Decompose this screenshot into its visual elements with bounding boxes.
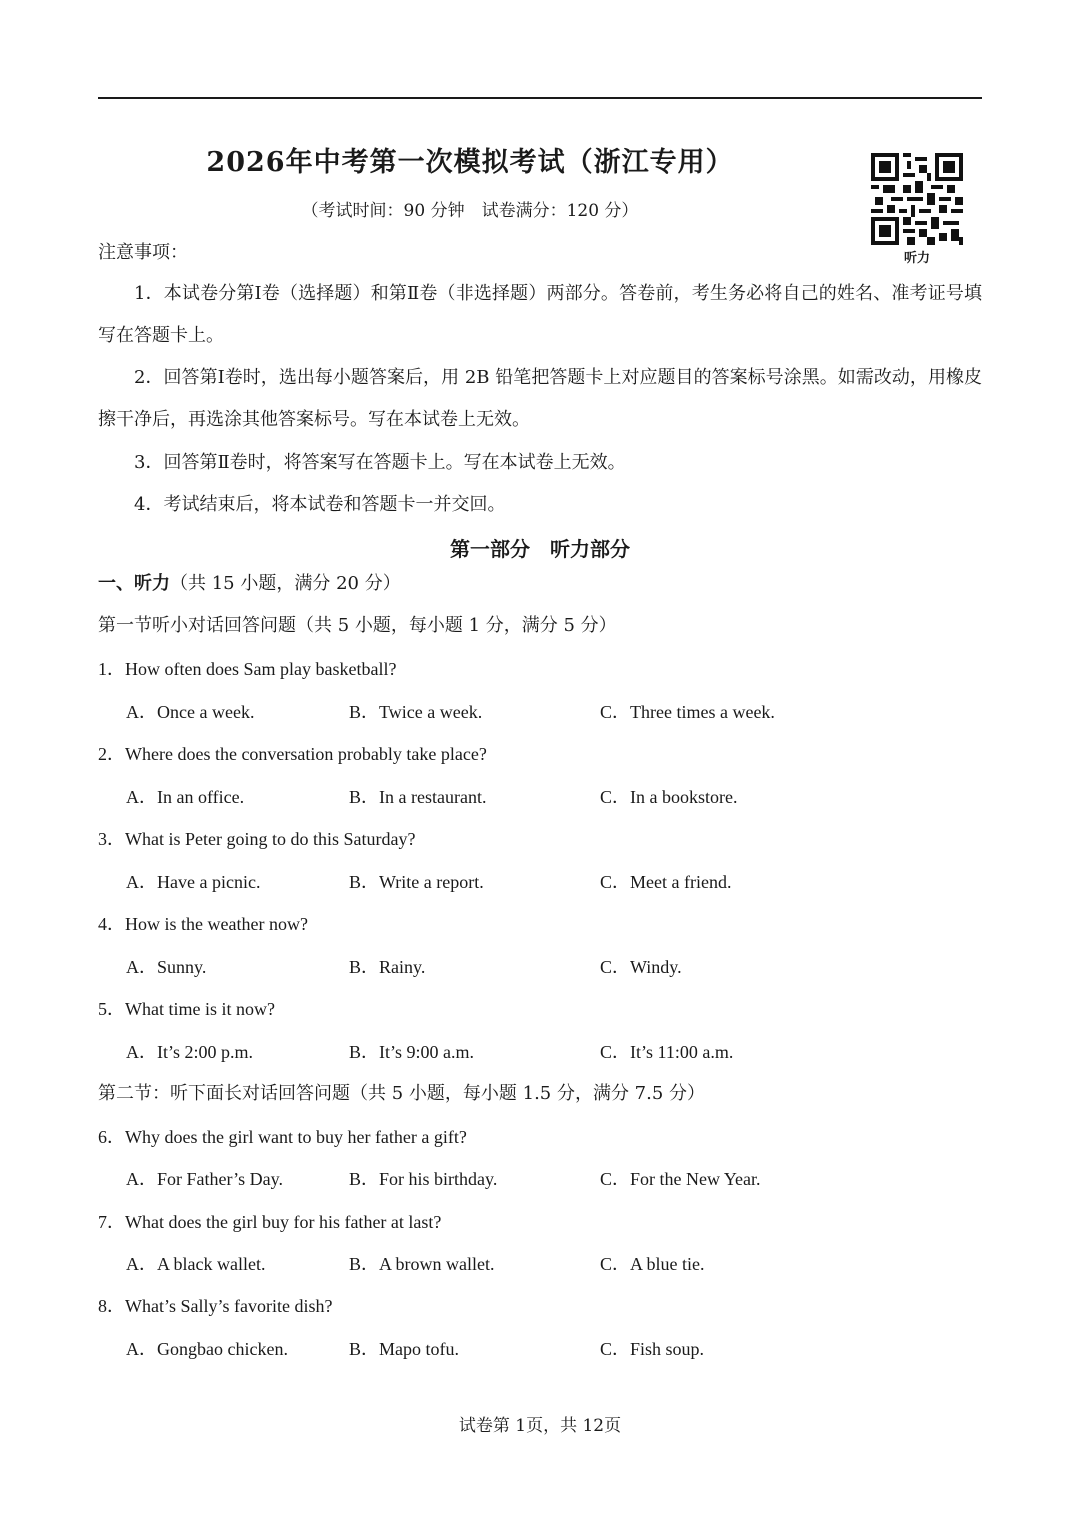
- q3-option-c[interactable]: C．Meet a friend.: [600, 872, 732, 892]
- q7-option-a[interactable]: A．A black wallet.: [126, 1254, 266, 1274]
- q8-option-b[interactable]: B．Mapo tofu.: [349, 1339, 459, 1359]
- notice-item-4: 4．考试结束后，将本试卷和答题卡一并交回。: [134, 494, 506, 515]
- q1-option-c[interactable]: C．Three times a week.: [600, 702, 775, 722]
- q7-option-b[interactable]: B．A brown wallet.: [349, 1254, 495, 1274]
- q1-option-a[interactable]: A．Once a week.: [126, 702, 255, 722]
- q6-option-c[interactable]: C．For the New Year.: [600, 1169, 761, 1189]
- subsection-1-heading: 第一节听小对话回答问题（共 5 小题，每小题 1 分，满分 5 分）: [98, 615, 617, 636]
- q4-option-b[interactable]: B．Rainy.: [349, 957, 426, 977]
- q4-option-a[interactable]: A．Sunny.: [126, 957, 207, 977]
- q6-option-b[interactable]: B．For his birthday.: [349, 1169, 498, 1189]
- q2-option-b[interactable]: B．In a restaurant.: [349, 787, 487, 807]
- q4-option-c[interactable]: C．Windy.: [600, 957, 682, 977]
- question-6: 6．Why does the girl want to buy her father a gift?: [98, 1127, 467, 1147]
- part-one-title: 第一部分 听力部分: [450, 537, 630, 561]
- q5-option-b[interactable]: B．It’s 9:00 a.m.: [349, 1042, 474, 1062]
- question-2: 2．Where does the conversation probably take place?: [98, 744, 487, 764]
- header-rule: [98, 97, 982, 99]
- question-8: 8．What’s Sally’s favorite dish?: [98, 1296, 333, 1316]
- section-heading-detail: （共 15 小题，满分 20 分）: [170, 573, 401, 594]
- q7-option-c[interactable]: C．A blue tie.: [600, 1254, 705, 1274]
- q6-option-a[interactable]: A．For Father’s Day.: [126, 1169, 283, 1189]
- q5-option-c[interactable]: C．It’s 11:00 a.m.: [600, 1042, 734, 1062]
- question-1: 1．How often does Sam play basketball?: [98, 659, 397, 679]
- exam-subtitle: （考试时间：90 分钟 试卷满分：120 分）: [301, 201, 639, 221]
- qr-code-icon[interactable]: [871, 153, 963, 245]
- q8-option-a[interactable]: A．Gongbao chicken.: [126, 1339, 288, 1359]
- notice-item-2: 2．回答第Ⅰ卷时，选出每小题答案后，用 2B 铅笔把答题卡上对应题目的答案标号涂黑。如需改动，用橡皮擦干净后，再选涂其他答案标号。写在本试卷上无效。: [98, 367, 982, 430]
- section-heading: [98, 569, 401, 595]
- q5-option-a[interactable]: A．It’s 2:00 p.m.: [126, 1042, 254, 1062]
- q3-option-b[interactable]: B．Write a report.: [349, 872, 484, 892]
- q3-option-a[interactable]: A．Have a picnic.: [126, 872, 261, 892]
- exam-title: 2026年中考第一次模拟考试（浙江专用）: [206, 147, 734, 178]
- subsection-2-heading: 第二节：听下面长对话回答问题（共 5 小题，每小题 1.5 分，满分 7.5 分）: [98, 1083, 706, 1104]
- question-7: 7．What does the girl buy for his father at last?: [98, 1212, 442, 1232]
- q2-option-c[interactable]: C．In a bookstore.: [600, 787, 738, 807]
- notice-item-1: 1．本试卷分第Ⅰ卷（选择题）和第Ⅱ卷（非选择题）两部分。答卷前，考生务必将自己的姓名、准考证号填写在答题卡上。: [98, 283, 982, 346]
- notice-item-3: 3．回答第Ⅱ卷时，将答案写在答题卡上。写在本试卷上无效。: [134, 452, 626, 473]
- section-heading-label: 一、听力: [98, 573, 170, 594]
- notice-heading: 注意事项：: [98, 242, 188, 263]
- q8-option-c[interactable]: C．Fish soup.: [600, 1339, 705, 1359]
- q1-option-b[interactable]: B．Twice a week.: [349, 702, 483, 722]
- question-3: 3．What is Peter going to do this Saturday?: [98, 829, 416, 849]
- question-5: 5．What time is it now?: [98, 999, 275, 1019]
- q2-option-a[interactable]: A．In an office.: [126, 787, 245, 807]
- page-footer: 试卷第 1页，共 12页: [458, 1416, 622, 1436]
- question-4: 4．How is the weather now?: [98, 914, 308, 934]
- qr-caption: 听力: [903, 251, 930, 266]
